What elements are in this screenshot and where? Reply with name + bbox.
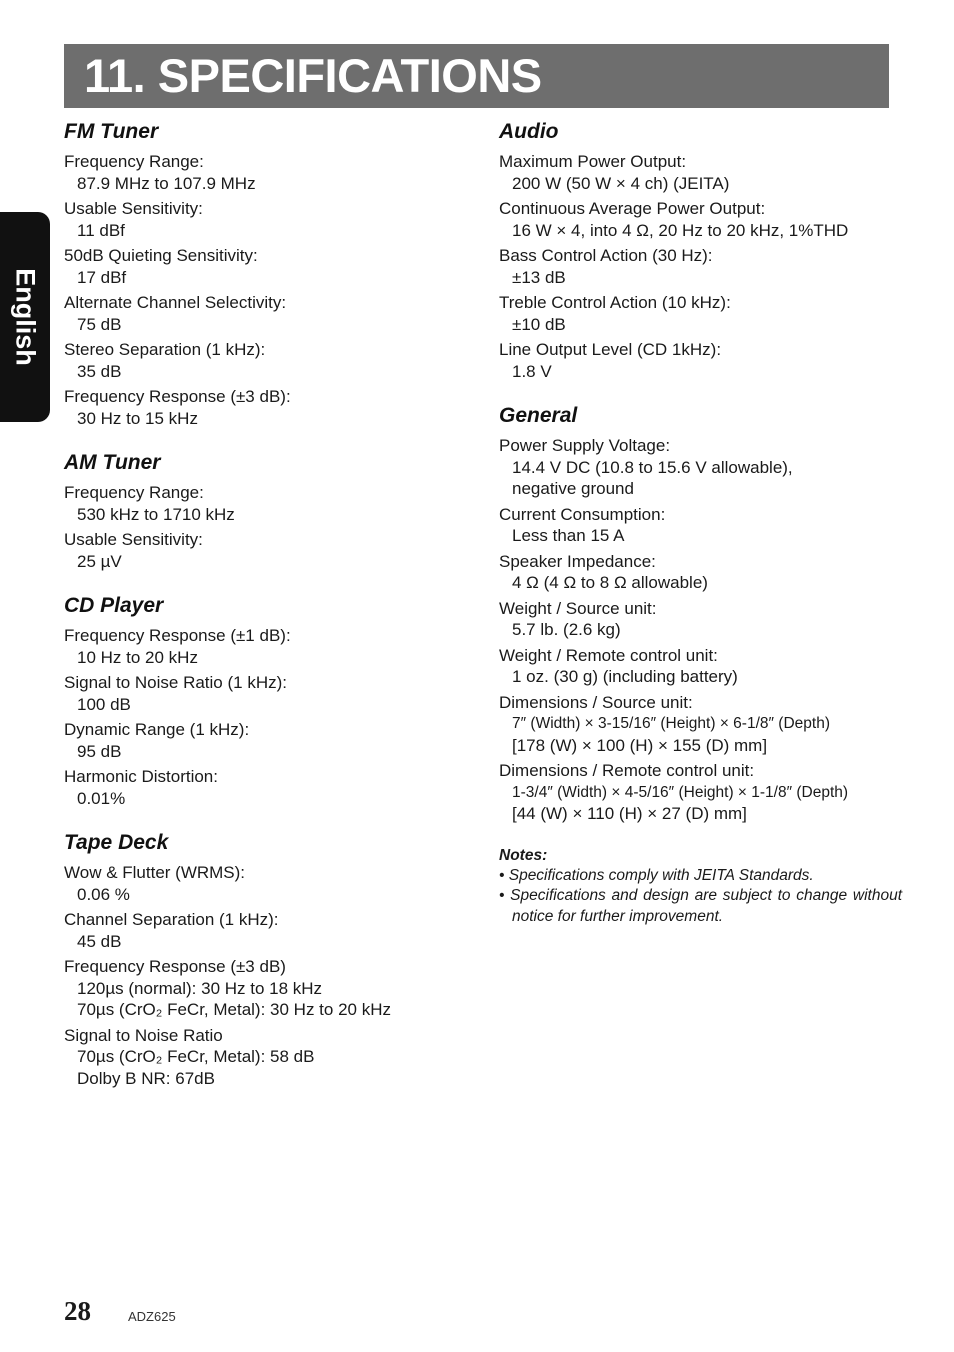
spec-item bbox=[64, 151, 464, 194]
language-tab bbox=[0, 212, 50, 422]
spec-label: Dynamic Range (1 kHz): bbox=[64, 720, 250, 739]
spec-label: Weight / Source unit: bbox=[499, 598, 657, 618]
spec-value: Less than 15 A bbox=[512, 526, 625, 545]
spec-item bbox=[499, 245, 899, 288]
spec-value: 7″ (Width) × 3-15/16″ (Height) × 6-1/8″ (Depth) bbox=[512, 715, 830, 732]
spec-value: 4 Ω (4 Ω to 8 Ω allowable) bbox=[512, 573, 708, 592]
spec-item bbox=[64, 198, 464, 241]
spec-item bbox=[499, 598, 899, 641]
spec-label: Signal to Noise Ratio (1 kHz): bbox=[64, 673, 287, 692]
spec-section bbox=[499, 118, 899, 382]
spec-item bbox=[64, 956, 464, 1021]
spec-section bbox=[499, 402, 899, 825]
spec-label: Continuous Average Power Output: bbox=[499, 199, 766, 218]
title-bar bbox=[64, 44, 889, 108]
spec-item bbox=[499, 198, 899, 241]
spec-label: Signal to Noise Ratio bbox=[64, 1025, 223, 1045]
spec-label: Channel Separation (1 kHz): bbox=[64, 910, 279, 929]
spec-label: Frequency Range: bbox=[64, 152, 204, 171]
spec-item bbox=[64, 719, 464, 762]
spec-item bbox=[64, 529, 464, 572]
section-heading: CD Player bbox=[64, 594, 164, 617]
spec-value: 120µs (normal): 30 Hz to 18 kHz bbox=[77, 978, 323, 998]
spec-item bbox=[64, 339, 464, 382]
spec-value: 1.8 V bbox=[512, 361, 552, 381]
spec-label: Power Supply Voltage: bbox=[499, 436, 671, 455]
spec-value: 14.4 V DC (10.8 to 15.6 V allowable), bbox=[512, 457, 793, 477]
section-heading: General bbox=[499, 404, 578, 427]
spec-value: ±10 dB bbox=[512, 314, 566, 334]
spec-item bbox=[499, 435, 899, 500]
spec-value: 30 Hz to 15 kHz bbox=[77, 408, 198, 428]
spec-item bbox=[64, 386, 464, 429]
page-title: 11. SPECIFICATIONS bbox=[84, 49, 542, 102]
spec-section bbox=[64, 449, 464, 572]
spec-item bbox=[64, 245, 464, 288]
spec-value: 70µs (CrO₂ FeCr, Metal): 58 dB bbox=[77, 1047, 315, 1066]
spec-label: Harmonic Distortion: bbox=[64, 767, 218, 786]
spec-label: Stereo Separation (1 kHz): bbox=[64, 340, 266, 359]
section-heading: AM Tuner bbox=[64, 451, 161, 474]
spec-value: 45 dB bbox=[77, 931, 122, 951]
spec-label: Speaker Impedance: bbox=[499, 551, 656, 571]
right-sections bbox=[499, 118, 899, 825]
spec-value: 70µs (CrO₂ FeCr, Metal): 30 Hz to 20 kHz bbox=[77, 1000, 391, 1019]
spec-section bbox=[64, 592, 464, 809]
spec-value: 87.9 MHz to 107.9 MHz bbox=[77, 173, 256, 193]
spec-value: 25 µV bbox=[77, 551, 122, 571]
section-heading: Audio bbox=[499, 120, 559, 143]
spec-label: Frequency Response (±1 dB): bbox=[64, 626, 291, 645]
spec-label: Maximum Power Output: bbox=[499, 152, 687, 171]
spec-value: 5.7 lb. (2.6 kg) bbox=[512, 620, 621, 639]
spec-item bbox=[499, 151, 899, 194]
spec-section bbox=[64, 829, 464, 1089]
spec-label: Bass Control Action (30 Hz): bbox=[499, 246, 713, 265]
spec-value: 0.01% bbox=[77, 788, 126, 808]
spec-value: 35 dB bbox=[77, 361, 122, 381]
spec-value: 1 oz. (30 g) (including battery) bbox=[512, 667, 738, 686]
spec-item bbox=[64, 862, 464, 905]
spec-item bbox=[64, 482, 464, 525]
spec-value: 530 kHz to 1710 kHz bbox=[77, 504, 235, 524]
spec-value: negative ground bbox=[512, 479, 634, 498]
spec-item bbox=[64, 766, 464, 809]
spec-label: Wow & Flutter (WRMS): bbox=[64, 863, 246, 882]
spec-value: [44 (W) × 110 (H) × 27 (D) mm] bbox=[512, 804, 747, 823]
spec-item bbox=[64, 672, 464, 715]
spec-item bbox=[64, 292, 464, 335]
spec-value: 200 W (50 W × 4 ch) (JEITA) bbox=[512, 173, 730, 193]
spec-label: Alternate Channel Selectivity: bbox=[64, 293, 287, 312]
spec-label: Frequency Range: bbox=[64, 483, 204, 502]
spec-label: Weight / Remote control unit: bbox=[499, 645, 718, 665]
section-heading: FM Tuner bbox=[64, 120, 159, 143]
spec-section bbox=[64, 118, 464, 429]
section-heading: Tape Deck bbox=[64, 831, 169, 854]
spec-value: 0.06 % bbox=[77, 884, 130, 904]
spec-item bbox=[499, 645, 899, 688]
spec-value: 16 W × 4, into 4 Ω, 20 Hz to 20 kHz, 1%THD bbox=[512, 220, 849, 240]
spec-value: 95 dB bbox=[77, 741, 122, 761]
spec-value: 11 dBf bbox=[77, 220, 125, 240]
spec-label: Line Output Level (CD 1kHz): bbox=[499, 340, 722, 359]
note-item: • Specifications comply with JEITA Standards. bbox=[499, 866, 814, 884]
notes-block bbox=[499, 845, 902, 928]
spec-item bbox=[499, 692, 899, 757]
spec-value: 75 dB bbox=[77, 314, 122, 334]
language-tab-label: English bbox=[10, 268, 41, 366]
spec-value: 10 Hz to 20 kHz bbox=[77, 647, 198, 667]
spec-value: ±13 dB bbox=[512, 267, 566, 287]
spec-label: Frequency Response (±3 dB): bbox=[64, 387, 291, 406]
spec-label: Frequency Response (±3 dB) bbox=[64, 957, 286, 976]
spec-label: Usable Sensitivity: bbox=[64, 199, 203, 218]
spec-item bbox=[64, 625, 464, 668]
spec-label: Current Consumption: bbox=[499, 504, 666, 524]
note-item: • Specifications and design are subject to change without notice for further improvement. bbox=[499, 887, 902, 925]
spec-value: 100 dB bbox=[77, 694, 131, 714]
spec-label: Dimensions / Remote control unit: bbox=[499, 761, 755, 780]
notes-heading: Notes: bbox=[499, 846, 548, 864]
spec-value: [178 (W) × 100 (H) × 155 (D) mm] bbox=[512, 735, 768, 755]
spec-item bbox=[64, 909, 464, 952]
right-column bbox=[499, 118, 902, 927]
model-number: ADZ625 bbox=[128, 1309, 176, 1324]
spec-item bbox=[499, 339, 899, 382]
spec-item bbox=[499, 504, 899, 547]
spec-value: 17 dBf bbox=[77, 267, 127, 287]
spec-value: Dolby B NR: 67dB bbox=[77, 1068, 215, 1088]
spec-value: 1-3/4″ (Width) × 4-5/16″ (Height) × 1-1/8″ (Depth) bbox=[512, 783, 849, 801]
spec-item bbox=[499, 760, 899, 825]
page-number: 28 bbox=[64, 1296, 91, 1326]
spec-label: 50dB Quieting Sensitivity: bbox=[64, 246, 258, 265]
spec-label: Dimensions / Source unit: bbox=[499, 692, 693, 712]
spec-label: Usable Sensitivity: bbox=[64, 530, 203, 549]
spec-item bbox=[64, 1025, 464, 1090]
spec-item bbox=[499, 292, 899, 335]
left-column bbox=[64, 118, 464, 1093]
spec-label: Treble Control Action (10 kHz): bbox=[499, 293, 731, 312]
spec-item bbox=[499, 551, 899, 594]
